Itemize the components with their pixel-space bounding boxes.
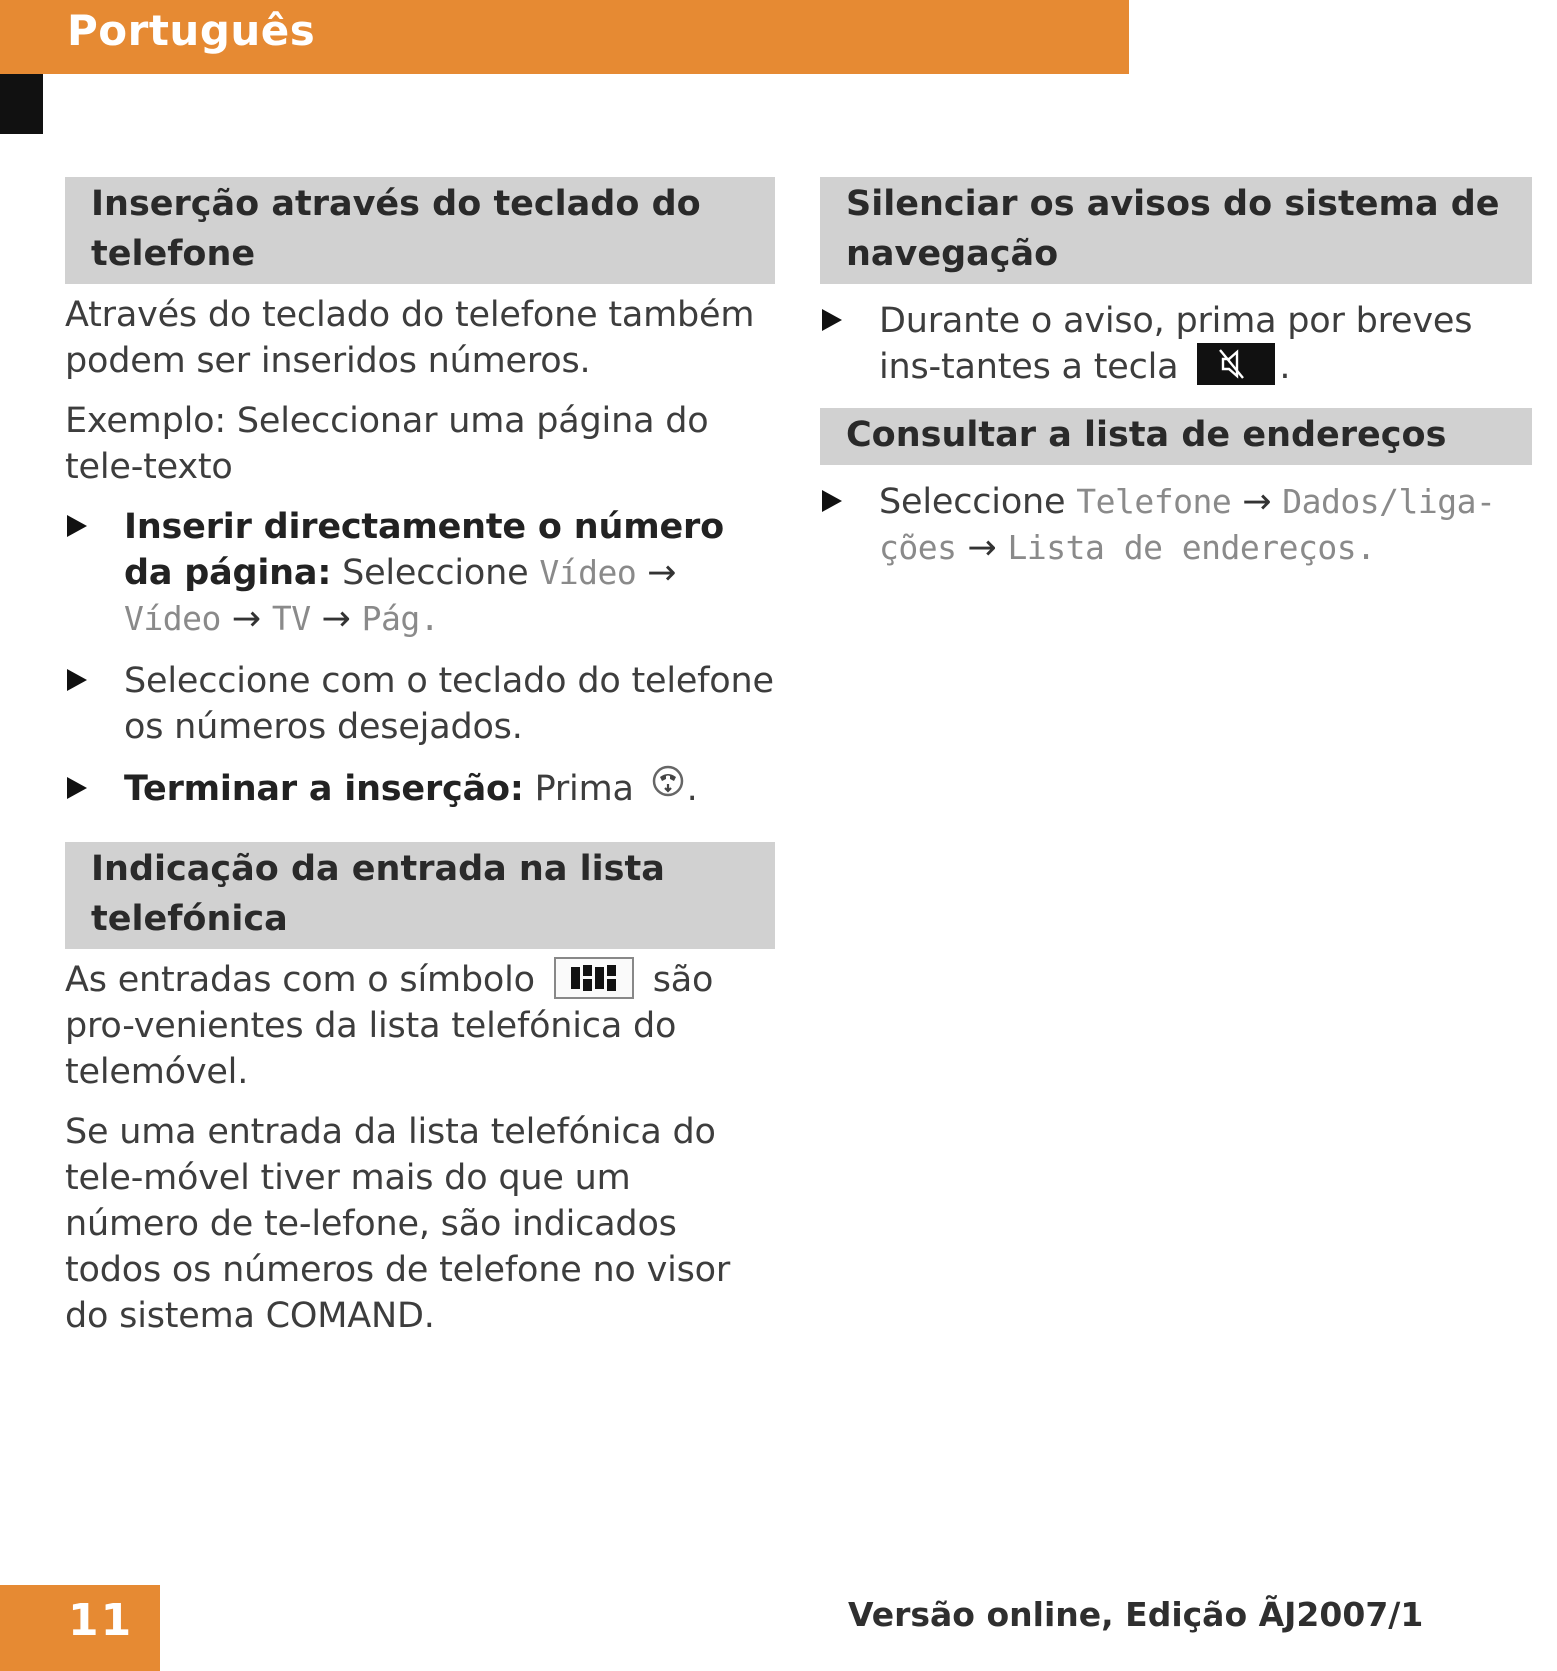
list-item [820, 479, 1532, 571]
bullet-triangle-icon [822, 490, 842, 512]
phonebook-icon [554, 957, 634, 999]
menu-path-item: Vídeo [539, 553, 637, 592]
arrow-icon: → [967, 528, 997, 568]
section-tab-marker [0, 74, 43, 134]
text-fragment: As entradas com o símbolo [65, 960, 535, 1000]
language-title: Português [67, 6, 316, 55]
paragraph-phonebook-symbol [65, 957, 775, 1095]
list-item [820, 298, 1532, 390]
mute-key-icon [1197, 343, 1275, 385]
right-column [820, 177, 1532, 587]
bullet-triangle-icon [67, 515, 87, 537]
bullet-triangle-icon [67, 777, 87, 799]
step-end: . [1279, 347, 1291, 387]
menu-path-item: Pág. [361, 599, 440, 638]
edition-footer: Versão online, Edição ÃJ2007/1 [848, 1595, 1424, 1634]
list-item [65, 766, 775, 812]
page-number: 11 [68, 1595, 134, 1646]
paragraph-example: Exemplo: Seleccionar uma página do tele-texto [65, 401, 709, 487]
bullet-triangle-icon [822, 309, 842, 331]
menu-path-item: Lista de endereços. [1007, 528, 1376, 567]
arrow-icon: → [321, 599, 351, 639]
menu-path-item: Dados/liga-ções [879, 482, 1496, 567]
instruction-list [65, 504, 775, 812]
step-end: . [686, 769, 698, 809]
instruction-list [820, 298, 1532, 390]
paragraph-multiple-numbers: Se uma entrada da lista telefónica do tele-móvel tiver mais do que um número de te-lefone, são indicados todos os números de telefone no visor do sistema COMAND. [65, 1112, 731, 1336]
menu-path-item: Vídeo [124, 599, 221, 638]
step-text: Seleccione [342, 553, 529, 593]
arrow-icon: → [1242, 482, 1272, 522]
step-text: Prima [534, 769, 634, 809]
bullet-triangle-icon [67, 669, 87, 691]
section-title-keypad-input: Inserção através do teclado do telefone [65, 177, 775, 284]
menu-path-item: TV [271, 599, 311, 638]
list-item [65, 504, 775, 642]
left-column [65, 177, 775, 1339]
arrow-icon: → [647, 553, 677, 593]
section-title-mute-navigation: Silenciar os avisos do sistema de navegação [820, 177, 1532, 284]
menu-path-item: Telefone [1076, 482, 1232, 521]
step-lead: Inserir directamente o número da página: [124, 507, 724, 593]
section-title-address-list: Consultar a lista de endereços [820, 408, 1532, 465]
paragraph-keypad-intro: Através do teclado do telefone também podem ser inseridos números. [65, 295, 755, 381]
step-text: Seleccione [879, 482, 1066, 522]
step-text: Durante o aviso, prima por breves ins-tantes a tecla [879, 301, 1473, 387]
section-title-phonebook-entry: Indicação da entrada na lista telefónica [65, 842, 775, 949]
arrow-icon: → [231, 599, 261, 639]
instruction-list [820, 479, 1532, 571]
step-text: Seleccione com o teclado do telefone os números desejados. [124, 661, 774, 747]
step-lead: Terminar a inserção: [124, 769, 524, 809]
list-item [65, 658, 775, 750]
hangup-icon [651, 764, 685, 810]
text-fragment: são pro-venientes da lista telefónica do telemóvel. [65, 960, 714, 1092]
